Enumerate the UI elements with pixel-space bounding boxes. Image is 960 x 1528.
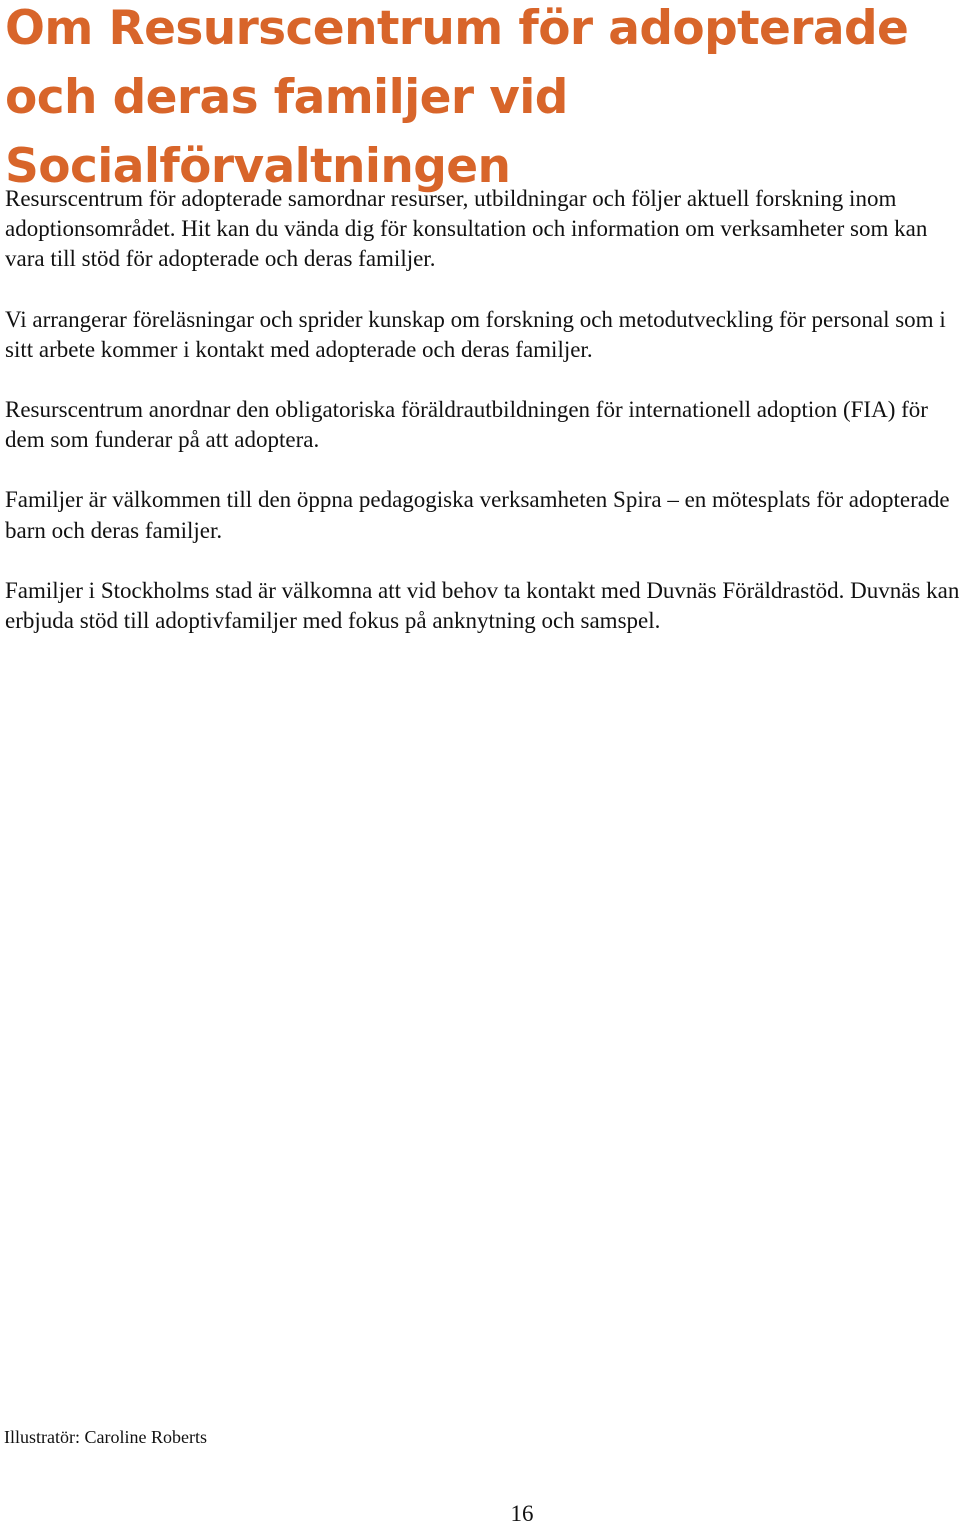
paragraph-duvnas: Familjer i Stockholms stad är välkomna att vid behov ta kontakt med Duvnäs Föräldrastöd. Duvnäs kan erbjuda stöd till adoptivfamiljer med fokus på anknytning och samspel.: [5, 577, 960, 634]
paragraph-lectures: Vi arrangerar föreläsningar och sprider kunskap om forskning och metodutveckling för personal som i sitt arbete kommer i kontakt med adopterade och deras familjer.: [5, 306, 946, 362]
paragraph-fia-training: Resurscentrum anordnar den obligatoriska föräldrautbildningen för internationell adoption (FIA) för dem som funderar på att adoptera.: [5, 397, 928, 453]
page-number: 16: [510, 1501, 534, 1526]
body-text: [5, 184, 960, 666]
page-title: Om Resurscentrum för adopterade och deras familjer vid Socialförvaltningen: [5, 1, 909, 194]
paragraph-intro: Resurscentrum för adopterade samordnar resurser, utbildningar och följer aktuell forskning inom adoptionsområdet. Hit kan du vända dig för konsultation och information om verksamheter som kan vara till stöd för adopterade och deras familjer.: [5, 186, 928, 272]
paragraph-spira: Familjer är välkommen till den öppna pedagogiska verksamheten Spira – en mötesplats för adopterade barn och deras familjer.: [5, 487, 950, 543]
illustrator-credit: Illustratör: Caroline Roberts: [4, 1427, 207, 1447]
